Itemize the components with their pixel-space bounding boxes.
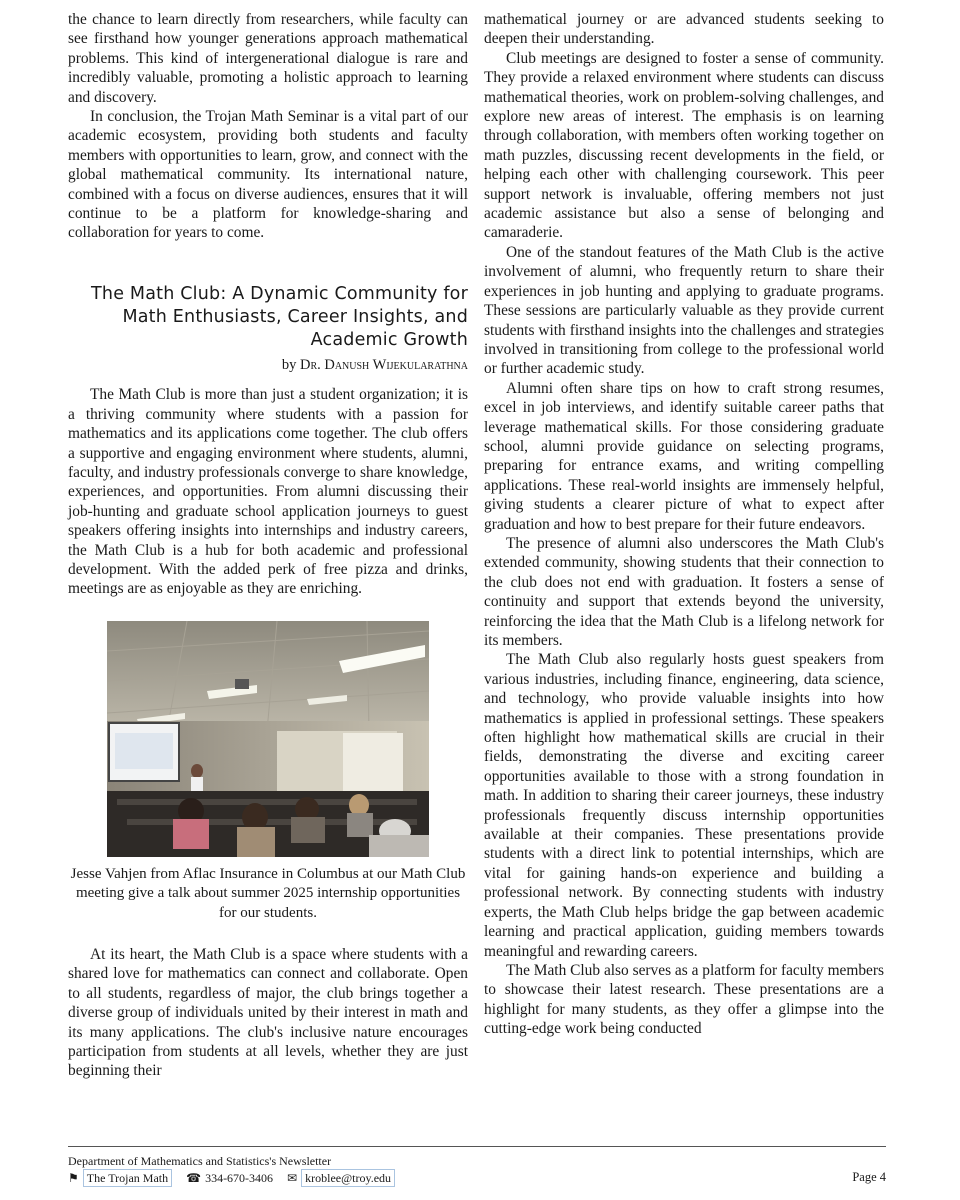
email-address: kroblee@troy.edu [301,1169,395,1187]
envelope-icon: ✉ [287,1171,298,1185]
intro-paragraph: the chance to learn directly from researchers, while faculty can see firsthand how younger generations approach mathematical problems. This kind of intergenerational dialogue is rare and incredibly valuable, promoting a holistic approach to learning and discovery. [68,11,468,106]
phone-info [186,1170,273,1186]
article-paragraph: One of the standout features of the Math Club is the active involvement of alumni, who frequently return to share their experiences in job hunting and applying to graduate programs. These sessions are particularly valuable as they provide current students with firsthand insights into the challenges and strategies involved in transitioning from college to the professional world or further academic study. [484,243,884,378]
byline-prefix: by [281,356,297,373]
facebook-icon: ⚑ [68,1171,79,1185]
social-link[interactable] [68,1169,172,1187]
article-paragraph: The Math Club is more than just a student organization; it is a thriving community where students with a passion for mathematics and its applications come together. The club offers a supportive and engaging environment where students, alumni, faculty, and industry professionals converge to share knowledge, experiences, and opportunities. From alumni discussing their job-hunting and graduate school application journeys to guest speakers offering insights into internships and industry careers, the Math Club is a hub for both academic and professional development. With the added perk of free pizza and drinks, meetings are as enjoyable as they are enriching. [68,386,468,598]
phone-number: 334-670-3406 [205,1171,274,1185]
article-paragraph: The Math Club also serves as a platform for faculty members to showcase their latest research. These presentations are a highlight for many students, as they offer a glimpse into the cutting-edge work being conducted [484,961,884,1038]
phone-icon: ☎ [186,1171,202,1185]
left-column [68,10,468,1081]
article-paragraph: At its heart, the Math Club is a space where students with a shared love for mathematics can connect and collaborate. Open to all students, regardless of major, the club brings together a diverse group of individuals united by their interest in math and its many applications. The club's inclusive nature encourages participation from students at all levels, whether they are just beginning their [68,945,468,1080]
article-paragraph: The presence of alumni also underscores the Math Club's extended community, showing students that their connection to the club does not end with graduation. It fosters a sense of continuity and support that extends beyond the university, reinforcing the idea that the Math Club is a lifelong network for its members. [484,534,884,649]
newsletter-name: Department of Mathematics and Statistics's Newsletter [68,1154,332,1168]
contact-row [68,1169,886,1187]
article-figure [68,621,468,923]
article-title: The Math Club: A Dynamic Community for Math Enthusiasts, Career Insights, and Academic Growth [91,283,468,350]
classroom-photo [107,621,429,857]
continued-paragraph: mathematical journey or are advanced students seeking to deepen their understanding. [484,11,884,48]
article-author: Dr. Danush Wijekularathna [299,356,468,373]
article-paragraph: Club meetings are designed to foster a sense of community. They provide a relaxed environment where students can discuss mathematical theories, work on problem-solving challenges, and explore new areas of interest. The emphasis is on learning through collaboration, with members often working together on math puzzles, discussing recent developments in the field, or helping each other with challenging coursework. This peer support network is invaluable, offering members not just academic assistance but also a sense of belonging and camaraderie. [484,49,884,242]
right-column [484,10,884,1039]
article-paragraph: Alumni often share tips on how to craft strong resumes, excel in job interviews, and identify suitable career paths that leverage mathematical skills. For those considering graduate school, alumni provide guidance on selecting programs, preparing for entrance exams, and writing compelling applications. These real-world insights are immensely helpful, giving students a clearer picture of what to expect after graduation and how to best prepare for their future endeavors. [484,379,884,533]
article-byline [68,356,468,375]
email-link[interactable] [287,1169,395,1187]
page-number: Page 4 [852,1170,886,1184]
photo-caption: Jesse Vahjen from Aflac Insurance in Columbus at our Math Club meeting give a talk about summer 2025 internship opportunities for our students. [70,865,466,921]
social-label: The Trojan Math [83,1169,172,1187]
intro-paragraph: In conclusion, the Trojan Math Seminar is a vital part of our academic ecosystem, providing both students and faculty members with opportunities to learn, grow, and connect with the global mathematical community. Its international nature, combined with a focus on diverse audiences, ensures that it will continue to be a platform for knowledge-sharing and collaboration for years to come. [68,108,468,242]
article-paragraph: The Math Club also regularly hosts guest speakers from various industries, including finance, engineering, data science, and technology, who provide valuable insights into how mathematics is applied in professional settings. These speakers often highlight how mathematical skills are crucial in their fields, demonstrating the diverse and exciting career opportunities available to those with a strong foundation in math. In addition to sharing their career journeys, these industry professionals frequently discuss internship opportunities available at their companies. These presentations provide students with a direct link to potential internships, which are vital for gaining hands-on experience and building a professional network. By connecting students with industry experts, the Math Club helps bridge the gap between academic learning and practical application, guiding members towards meaningful and rewarding careers. [484,651,884,960]
page-footer [68,1146,886,1187]
